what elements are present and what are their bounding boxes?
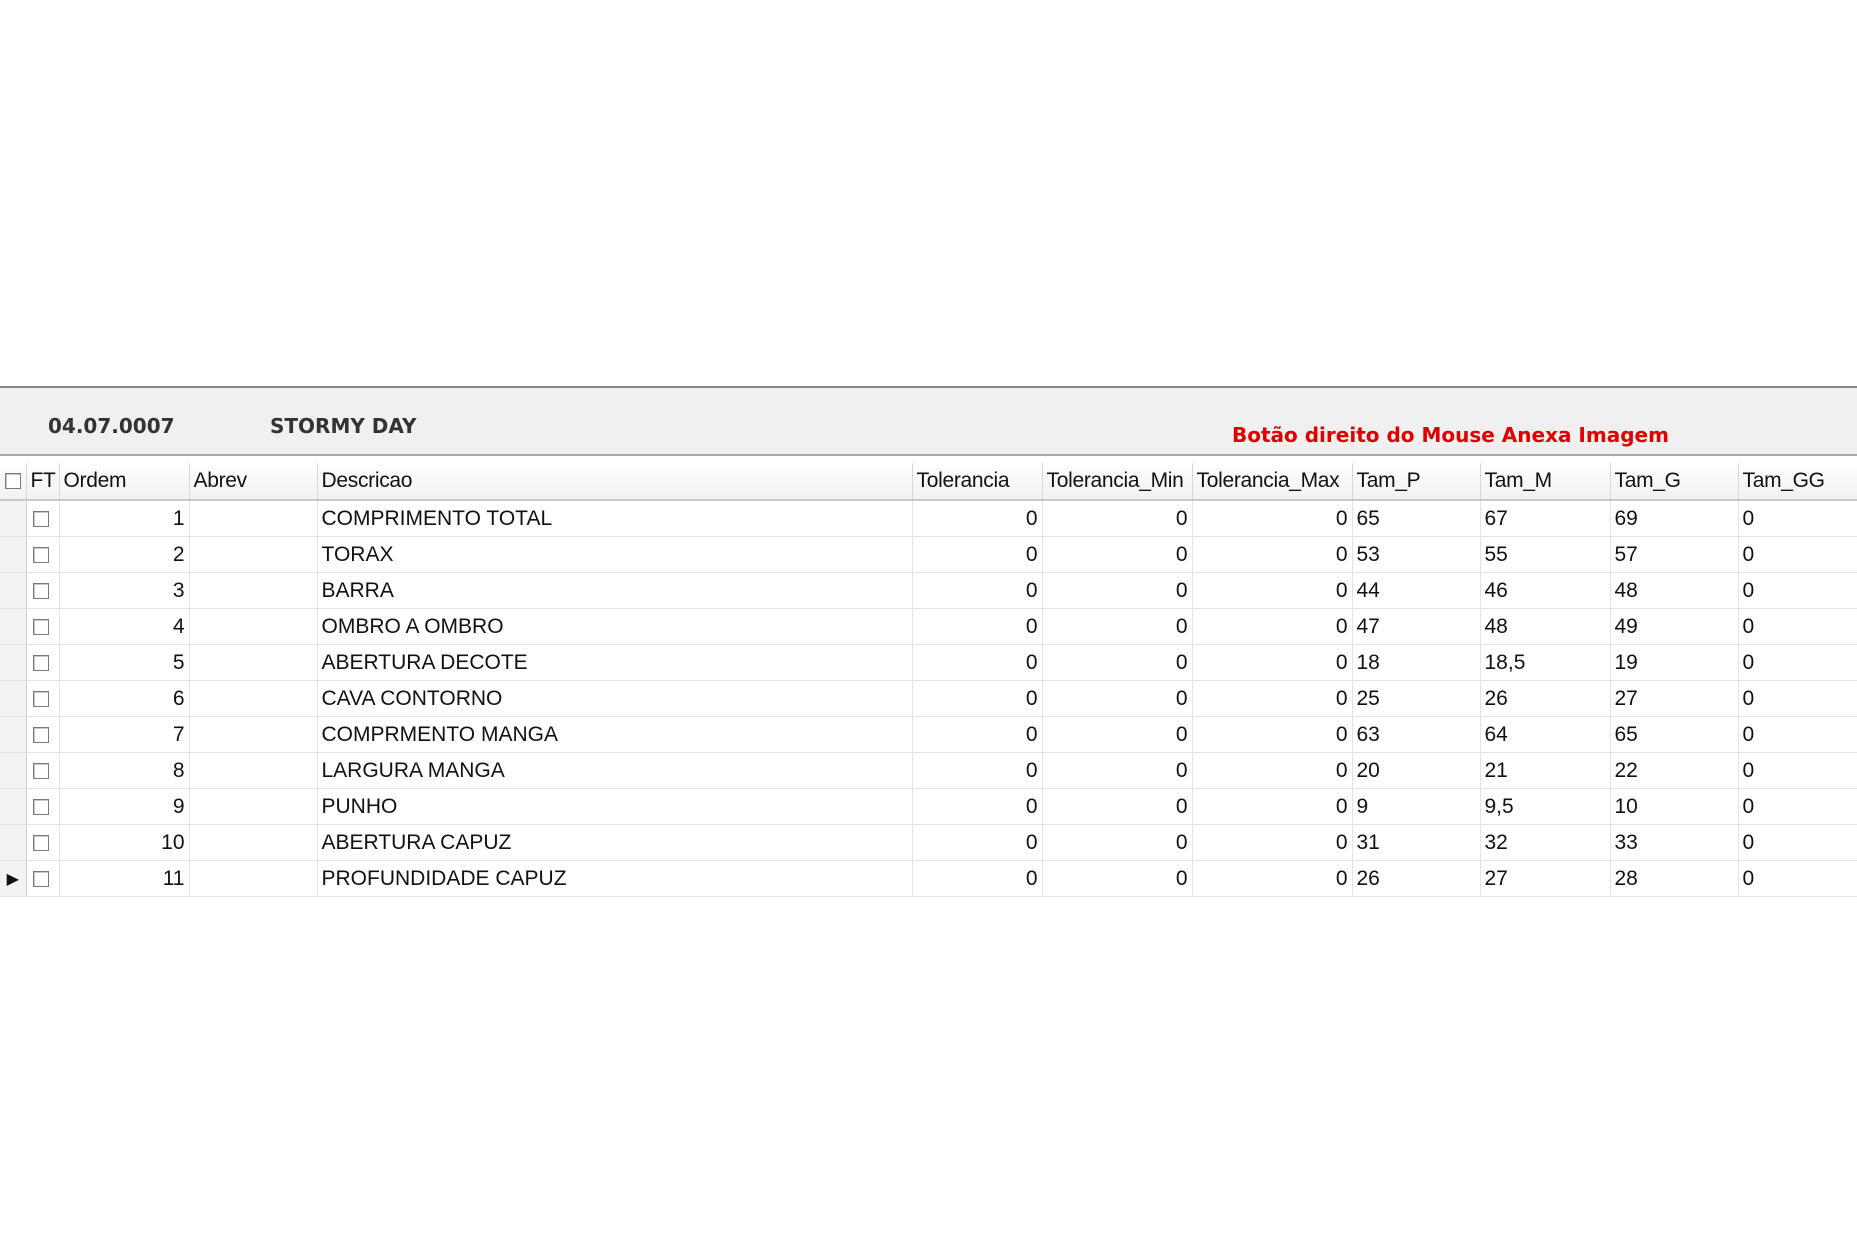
cell-tam-g[interactable]: 22 xyxy=(1610,753,1738,789)
column-header-abrev[interactable]: Abrev xyxy=(189,463,317,500)
cell-tam-p[interactable]: 20 xyxy=(1352,753,1480,789)
cell-tolerancia-min[interactable]: 0 xyxy=(1042,609,1192,645)
cell-tam-m[interactable]: 26 xyxy=(1480,681,1610,717)
ft-cell[interactable] xyxy=(26,645,59,681)
cell-tam-gg[interactable]: 0 xyxy=(1738,573,1857,609)
table-row[interactable] xyxy=(0,609,1857,645)
cell-tam-m[interactable]: 64 xyxy=(1480,717,1610,753)
cell-tam-gg[interactable]: 0 xyxy=(1738,500,1857,537)
column-header-tolerancia-max[interactable]: Tolerancia_Max xyxy=(1192,463,1352,500)
cell-tam-g[interactable]: 69 xyxy=(1610,500,1738,537)
cell-ordem[interactable]: 8 xyxy=(59,753,189,789)
cell-descricao[interactable]: TORAX xyxy=(317,537,912,573)
cell-tam-p[interactable]: 47 xyxy=(1352,609,1480,645)
cell-tolerancia-max[interactable]: 0 xyxy=(1192,681,1352,717)
record-code: 04.07.0007 xyxy=(48,414,175,438)
ft-cell[interactable] xyxy=(26,500,59,537)
cell-tam-gg[interactable]: 0 xyxy=(1738,645,1857,681)
ft-checkbox-icon[interactable] xyxy=(33,799,49,815)
cell-tolerancia-max[interactable]: 0 xyxy=(1192,537,1352,573)
cell-tam-m[interactable]: 46 xyxy=(1480,573,1610,609)
cell-tolerancia-max[interactable]: 0 xyxy=(1192,573,1352,609)
row-indicator[interactable] xyxy=(0,717,26,753)
column-header-tam-m[interactable]: Tam_M xyxy=(1480,463,1610,500)
column-header-ordem[interactable]: Ordem xyxy=(59,463,189,500)
ft-checkbox-icon[interactable] xyxy=(33,763,49,779)
cell-tam-p[interactable]: 31 xyxy=(1352,825,1480,861)
cell-tam-m[interactable]: 27 xyxy=(1480,861,1610,897)
ft-checkbox-icon[interactable] xyxy=(33,583,49,599)
cell-tolerancia[interactable]: 0 xyxy=(912,500,1042,537)
cell-ordem[interactable]: 11 xyxy=(59,861,189,897)
select-all-checkbox-icon[interactable] xyxy=(5,473,21,489)
row-indicator[interactable] xyxy=(0,500,26,537)
cell-tam-p[interactable]: 44 xyxy=(1352,573,1480,609)
cell-tam-g[interactable]: 49 xyxy=(1610,609,1738,645)
table-row[interactable] xyxy=(0,573,1857,609)
cell-tam-g[interactable]: 48 xyxy=(1610,573,1738,609)
cell-tolerancia-max[interactable]: 0 xyxy=(1192,861,1352,897)
cell-tam-gg[interactable]: 0 xyxy=(1738,609,1857,645)
ft-cell[interactable] xyxy=(26,717,59,753)
ft-cell[interactable] xyxy=(26,537,59,573)
cell-ordem[interactable]: 5 xyxy=(59,645,189,681)
cell-tam-g[interactable]: 28 xyxy=(1610,861,1738,897)
cell-tolerancia-max[interactable]: 0 xyxy=(1192,789,1352,825)
cell-tolerancia-max[interactable]: 0 xyxy=(1192,500,1352,537)
cell-abrev[interactable] xyxy=(189,573,317,609)
cell-descricao[interactable]: ABERTURA CAPUZ xyxy=(317,825,912,861)
table-row[interactable] xyxy=(0,753,1857,789)
cell-tolerancia-min[interactable]: 0 xyxy=(1042,681,1192,717)
cell-tolerancia[interactable]: 0 xyxy=(912,609,1042,645)
ft-cell[interactable] xyxy=(26,681,59,717)
cell-ordem[interactable]: 6 xyxy=(59,681,189,717)
cell-tolerancia-max[interactable]: 0 xyxy=(1192,825,1352,861)
cell-abrev[interactable] xyxy=(189,861,317,897)
attach-image-hint: Botão direito do Mouse Anexa Imagem xyxy=(1232,423,1669,447)
cell-tam-p[interactable]: 53 xyxy=(1352,537,1480,573)
cell-abrev[interactable] xyxy=(189,609,317,645)
cell-tolerancia-min[interactable]: 0 xyxy=(1042,717,1192,753)
cell-tolerancia-max[interactable]: 0 xyxy=(1192,645,1352,681)
cell-tam-m[interactable]: 9,5 xyxy=(1480,789,1610,825)
column-header-descricao[interactable]: Descricao xyxy=(317,463,912,500)
ft-checkbox-icon[interactable] xyxy=(33,619,49,635)
table-row[interactable] xyxy=(0,789,1857,825)
cell-ordem[interactable]: 2 xyxy=(59,537,189,573)
cell-descricao[interactable]: PROFUNDIDADE CAPUZ xyxy=(317,861,912,897)
row-indicator[interactable] xyxy=(0,681,26,717)
column-header-tam-g[interactable]: Tam_G xyxy=(1610,463,1738,500)
cell-tam-p[interactable]: 65 xyxy=(1352,500,1480,537)
cell-tam-gg[interactable]: 0 xyxy=(1738,825,1857,861)
row-indicator[interactable] xyxy=(0,753,26,789)
table-row[interactable] xyxy=(0,500,1857,537)
cell-descricao[interactable]: LARGURA MANGA xyxy=(317,753,912,789)
ft-cell[interactable] xyxy=(26,789,59,825)
cell-descricao[interactable]: ABERTURA DECOTE xyxy=(317,645,912,681)
cell-tam-g[interactable]: 19 xyxy=(1610,645,1738,681)
cell-tam-gg[interactable]: 0 xyxy=(1738,681,1857,717)
column-header-tolerancia-min[interactable]: Tolerancia_Min xyxy=(1042,463,1192,500)
cell-tolerancia[interactable]: 0 xyxy=(912,717,1042,753)
cell-tam-p[interactable]: 18 xyxy=(1352,645,1480,681)
cell-tolerancia[interactable]: 0 xyxy=(912,573,1042,609)
table-row[interactable] xyxy=(0,861,1857,897)
cell-tolerancia[interactable]: 0 xyxy=(912,861,1042,897)
ft-cell[interactable] xyxy=(26,609,59,645)
table-row[interactable] xyxy=(0,537,1857,573)
cell-ordem[interactable]: 10 xyxy=(59,825,189,861)
cell-tam-p[interactable]: 25 xyxy=(1352,681,1480,717)
row-indicator[interactable] xyxy=(0,609,26,645)
ft-cell[interactable] xyxy=(26,573,59,609)
cell-descricao[interactable]: BARRA xyxy=(317,573,912,609)
cell-tolerancia-max[interactable]: 0 xyxy=(1192,753,1352,789)
ft-cell[interactable] xyxy=(26,825,59,861)
cell-descricao[interactable]: PUNHO xyxy=(317,789,912,825)
cell-tam-g[interactable]: 65 xyxy=(1610,717,1738,753)
grid-body xyxy=(0,500,1857,897)
cell-tam-m[interactable]: 48 xyxy=(1480,609,1610,645)
cell-tam-m[interactable]: 21 xyxy=(1480,753,1610,789)
row-indicator[interactable] xyxy=(0,789,26,825)
cell-tolerancia-min[interactable]: 0 xyxy=(1042,537,1192,573)
ft-cell[interactable] xyxy=(26,753,59,789)
cell-abrev[interactable] xyxy=(189,537,317,573)
ft-cell[interactable] xyxy=(26,861,59,897)
cell-ordem[interactable]: 1 xyxy=(59,500,189,537)
table-row[interactable] xyxy=(0,681,1857,717)
cell-ordem[interactable]: 3 xyxy=(59,573,189,609)
cell-tolerancia-min[interactable]: 0 xyxy=(1042,861,1192,897)
ft-checkbox-icon[interactable] xyxy=(33,511,49,527)
cell-abrev[interactable] xyxy=(189,789,317,825)
ft-checkbox-icon[interactable] xyxy=(33,691,49,707)
ft-checkbox-icon[interactable] xyxy=(33,655,49,671)
row-indicator[interactable] xyxy=(0,537,26,573)
measurements-grid xyxy=(0,463,1857,897)
cell-abrev[interactable] xyxy=(189,717,317,753)
cell-tolerancia[interactable]: 0 xyxy=(912,789,1042,825)
cell-tam-g[interactable]: 10 xyxy=(1610,789,1738,825)
cell-abrev[interactable] xyxy=(189,753,317,789)
cell-tam-m[interactable]: 55 xyxy=(1480,537,1610,573)
cell-tolerancia[interactable]: 0 xyxy=(912,681,1042,717)
cell-tolerancia-max[interactable]: 0 xyxy=(1192,609,1352,645)
grid-header-row xyxy=(0,463,1857,500)
cell-tolerancia-min[interactable]: 0 xyxy=(1042,789,1192,825)
table-row[interactable] xyxy=(0,717,1857,753)
table-row[interactable] xyxy=(0,645,1857,681)
table-row[interactable] xyxy=(0,825,1857,861)
cell-tolerancia-max[interactable]: 0 xyxy=(1192,717,1352,753)
cell-descricao[interactable]: COMPRIMENTO TOTAL xyxy=(317,500,912,537)
cell-tolerancia-min[interactable]: 0 xyxy=(1042,573,1192,609)
cell-tolerancia-min[interactable]: 0 xyxy=(1042,825,1192,861)
cell-tolerancia[interactable]: 0 xyxy=(912,825,1042,861)
cell-tolerancia-min[interactable]: 0 xyxy=(1042,753,1192,789)
cell-tam-gg[interactable]: 0 xyxy=(1738,537,1857,573)
cell-tam-g[interactable]: 27 xyxy=(1610,681,1738,717)
ft-checkbox-icon[interactable] xyxy=(33,547,49,563)
cell-descricao[interactable]: COMPRMENTO MANGA xyxy=(317,717,912,753)
cell-abrev[interactable] xyxy=(189,645,317,681)
cell-tolerancia[interactable]: 0 xyxy=(912,645,1042,681)
cell-tam-m[interactable]: 32 xyxy=(1480,825,1610,861)
cell-ordem[interactable]: 7 xyxy=(59,717,189,753)
cell-tam-m[interactable]: 18,5 xyxy=(1480,645,1610,681)
row-pointer-icon: ▶ xyxy=(6,870,19,888)
ft-checkbox-icon[interactable] xyxy=(33,871,49,887)
cell-tolerancia[interactable]: 0 xyxy=(912,537,1042,573)
ft-checkbox-icon[interactable] xyxy=(33,835,49,851)
column-header-ft[interactable]: FT xyxy=(26,463,59,500)
cell-descricao[interactable]: OMBRO A OMBRO xyxy=(317,609,912,645)
row-indicator[interactable] xyxy=(0,825,26,861)
ft-checkbox-icon[interactable] xyxy=(33,727,49,743)
cell-tam-p[interactable]: 63 xyxy=(1352,717,1480,753)
cell-tam-gg[interactable]: 0 xyxy=(1738,789,1857,825)
cell-tam-g[interactable]: 57 xyxy=(1610,537,1738,573)
row-indicator[interactable] xyxy=(0,573,26,609)
cell-abrev[interactable] xyxy=(189,825,317,861)
column-header-tam-gg[interactable]: Tam_GG xyxy=(1738,463,1857,500)
cell-tolerancia-min[interactable]: 0 xyxy=(1042,645,1192,681)
cell-tolerancia-min[interactable]: 0 xyxy=(1042,500,1192,537)
cell-descricao[interactable]: CAVA CONTORNO xyxy=(317,681,912,717)
cell-abrev[interactable] xyxy=(189,500,317,537)
cell-ordem[interactable]: 4 xyxy=(59,609,189,645)
cell-tam-gg[interactable]: 0 xyxy=(1738,753,1857,789)
cell-tam-g[interactable]: 33 xyxy=(1610,825,1738,861)
record-header-panel xyxy=(0,386,1857,456)
row-indicator[interactable] xyxy=(0,861,26,897)
record-name: STORMY DAY xyxy=(270,414,417,438)
row-indicator[interactable] xyxy=(0,645,26,681)
cell-abrev[interactable] xyxy=(189,681,317,717)
cell-tam-gg[interactable]: 0 xyxy=(1738,861,1857,897)
cell-ordem[interactable]: 9 xyxy=(59,789,189,825)
cell-tam-p[interactable]: 26 xyxy=(1352,861,1480,897)
cell-tam-gg[interactable]: 0 xyxy=(1738,717,1857,753)
column-header-tam-p[interactable]: Tam_P xyxy=(1352,463,1480,500)
cell-tolerancia[interactable]: 0 xyxy=(912,753,1042,789)
column-header-tolerancia[interactable]: Tolerancia xyxy=(912,463,1042,500)
cell-tam-m[interactable]: 67 xyxy=(1480,500,1610,537)
select-all-header[interactable] xyxy=(0,463,26,500)
cell-tam-p[interactable]: 9 xyxy=(1352,789,1480,825)
